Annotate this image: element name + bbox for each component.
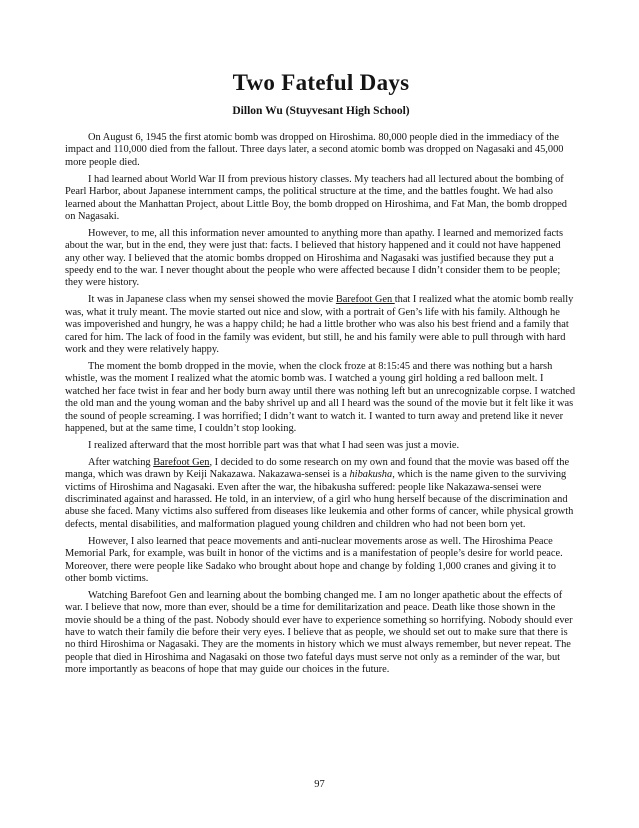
- underlined-movie-title: Barefoot Gen: [153, 456, 210, 468]
- text-segment: I realized afterward that the most horrible part was that what I had seen was just a movie.: [88, 439, 460, 451]
- text-segment: However, I also learned that peace movements and anti-nuclear movements arose as well. The Hiroshima Peace Memorial Park, for example, was built in honor of the victims and is a manifestation of people’s desire for world peace. Moreover, there were people like Sadako who brought about hope and change by folding 1,000 cranes and giving it to other bomb victims.: [65, 535, 563, 584]
- essay-title: Two Fateful Days: [232, 70, 410, 95]
- paragraph: [65, 361, 577, 435]
- paragraph: [65, 228, 577, 290]
- underlined-movie-title: Barefoot Gen: [335, 294, 395, 306]
- paragraph: [65, 440, 577, 452]
- essay-author: Dillon Wu (Stuyvesant High School): [232, 105, 410, 117]
- paragraph: [65, 457, 577, 531]
- paragraph: [65, 590, 577, 677]
- paragraph: [65, 174, 577, 224]
- text-segment: After watching: [88, 456, 154, 468]
- paragraph: [65, 536, 577, 586]
- text-segment: , which is the name given to the surviving victims of Hiroshima and Nagasaki. Even after the war, the hibakusha suffered: people like Nakazawa-sensei were discriminated against and harassed. He told, in an interview, of a girl who hung herself because of the discrimination and abuse she faced. Many victims also suffered from diseases like leukemia and other forms of cancer, while physical growth defects, mental disabilities, and malformation plagued young children and children who had not been born yet.: [65, 469, 574, 530]
- essay-body: [65, 132, 577, 677]
- paragraph: [65, 294, 577, 356]
- italic-term: hibakusha: [349, 469, 393, 481]
- text-segment: Watching Barefoot Gen and learning about the bombing changed me. I am no longer apathetic about the effects of war. I believe that now, more than ever, should be a time for demilitarization and peace. Death like those shown in the movie should be a thing of the past. Nobody should ever have to experience something so horrifying. Nobody should ever have to watch their family die before their very eyes. I believe that as people, we should set out to make sure that there is no third Hiroshima or Nagasaki. They are the moments in history which we must always remember, but never repeat. The people that died in Hiroshima and Nagasaki on those two fateful days must serve not only as a reminder of the war, but more importantly as beacons of hope that may guide our choices in the future.: [65, 589, 573, 676]
- text-segment: that I realized what the atomic bomb really was, what it truly meant. The movie started out nice and slow, with a portrait of Gen’s life with his family. Although he was impoverished and hungry, he was a happy child; he had a little brother who was also his best friend and a family that cared for him. The lack of food in the family was evident, but still, he and his family were able to pull through with hard work and they were relatively happy.: [65, 294, 574, 355]
- text-segment: The moment the bomb dropped in the movie, when the clock froze at 8:15:45 and there was nothing but a harsh whistle, was the moment I realized what the atomic bomb was. I watched a young girl holding a red balloon melt. I watched her face twist in fear and her body burn away until there was nothing left but an unrecognizable corpse. I watched the old man and the young woman and the baby shrivel up and all I heard was the sound of the movie but it felt like it was the sound of people screaming. I was horrified; I didn’t want to watch it. I wanted to turn away and pretend like it never happened, but at the same time, I couldn’t stop looking.: [65, 360, 576, 434]
- text-segment: I had learned about World War II from previous history classes. My teachers had all lectured about the bombing of Pearl Harbor, about Japanese internment camps, the political structure at the time, and the battles fought. We had also learned about the Manhattan Project, about Little Boy, the bomb dropped on Hiroshima, and Fat Man, the bomb dropped on Nagasaki.: [65, 173, 568, 222]
- text-segment: It was in Japanese class when my sensei showed the movie: [88, 294, 336, 306]
- text-segment: However, to me, all this information never amounted to anything more than apathy. I learned and memorized facts about the war, but in the end, they were just that: facts. I believed that history happened and it could not have happened any other way. I believed that the atomic bombs dropped on Hiroshima and Nagasaki was justified because they put a speedy end to the war. I never thought about the people who were affected because I didn’t consider them to be people; they were history.: [65, 227, 563, 289]
- page-number: 97: [314, 779, 325, 790]
- paragraph: [65, 132, 577, 169]
- text-segment: On August 6, 1945 the first atomic bomb was dropped on Hiroshima. 80,000 people died in the immediacy of the impact and 110,000 died from the fallout. Three days later, a second atomic bomb was dropped on Nagasaki and 45,000 more people died.: [65, 132, 564, 168]
- text-segment: , I decided to do some research on my own and found that the movie was based off the manga, which was drawn by Keiji Nakazawa. Nakazawa-sensei is a: [65, 456, 570, 481]
